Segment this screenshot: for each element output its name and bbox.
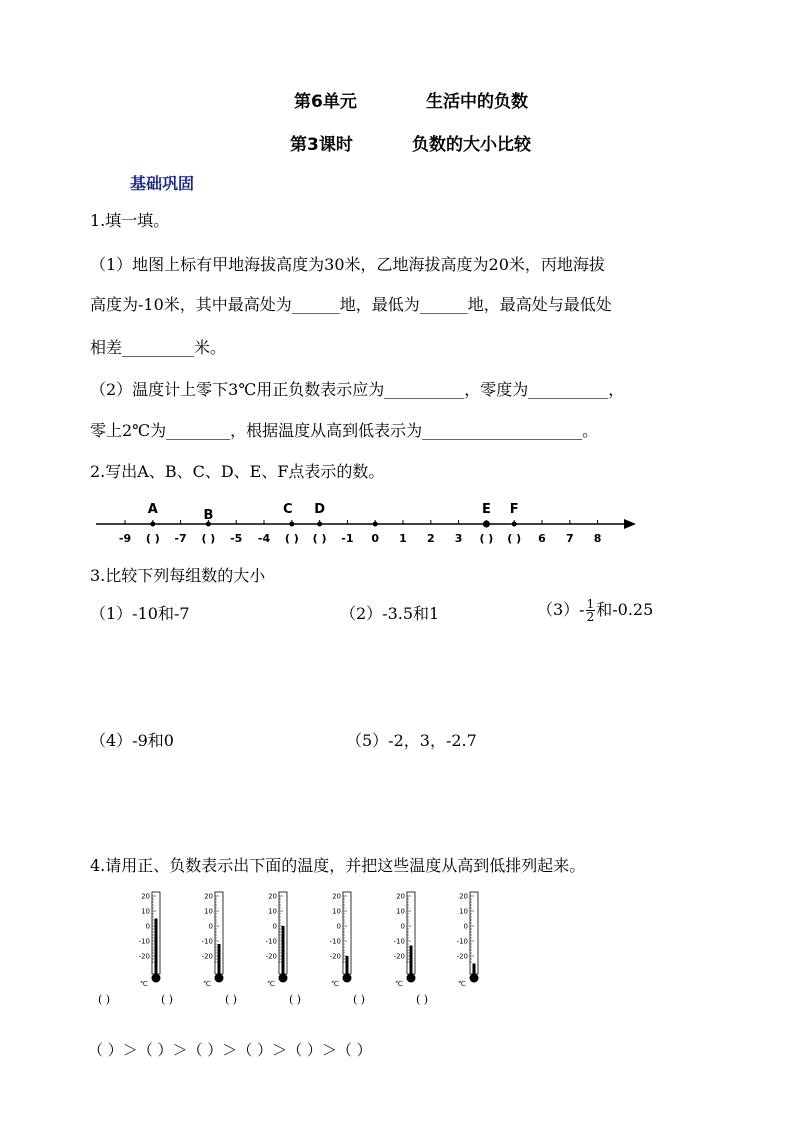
q3-item-4: （4）-9和0: [90, 731, 174, 750]
thermometer-scale-label: -20: [201, 952, 213, 961]
thermometer-tube: [470, 892, 478, 974]
number-line-tick-label: -1: [341, 532, 354, 545]
thermometer-mercury: [410, 946, 413, 977]
q4-order-line: （ ）＞（ ）＞（ ）＞（ ）＞（ ）＞（ ）: [88, 1041, 372, 1059]
number-line-tick-label: ( ): [284, 532, 299, 545]
thermometer-unit-label: ℃: [203, 980, 211, 988]
thermometer-bulb: [152, 974, 161, 983]
unit-number: 第6单元: [294, 92, 357, 112]
number-line-point-label: D: [314, 502, 325, 517]
thermometer-scale-label: 0: [272, 922, 277, 931]
number-line-point-label: A: [147, 502, 158, 517]
thermometer: [311, 890, 361, 990]
q1-part1-line1: （1）地图上标有甲地海拔高度为30米，乙地海拔高度为20米，丙地海拔: [90, 255, 605, 274]
thermometer: [120, 890, 170, 990]
thermometer-bulb: [407, 974, 416, 983]
thermometer-answer-blank[interactable]: ( ): [416, 993, 429, 1006]
thermometer-answer-blank[interactable]: ( ): [161, 993, 174, 1006]
number-line-tick-label: 7: [565, 532, 574, 545]
number-line-point-e: [483, 521, 490, 528]
thermometer-bulb: [343, 974, 352, 983]
number-line-tick-label: 8: [593, 532, 602, 545]
thermometer-scale-label: -20: [393, 952, 405, 961]
number-line-point-label: C: [283, 502, 293, 517]
number-line-tick-label: 2: [426, 532, 435, 545]
number-line-arrow: [624, 519, 636, 529]
q3-item-5: （5）-2，3，-2.7: [346, 731, 477, 750]
number-line-tick-label: ( ): [479, 532, 494, 545]
number-line-point-d: [317, 522, 322, 527]
q1-part1-line3: 相差_________米。: [90, 338, 227, 357]
thermometer-scale-label: -10: [138, 937, 150, 946]
number-line-tick-label: -4: [257, 532, 271, 545]
lesson-title: 负数的大小比较: [412, 135, 531, 155]
thermometer-bulb: [279, 974, 288, 983]
number-line-tick-label: ( ): [145, 532, 160, 545]
thermometer-scale-label: 20: [459, 892, 468, 901]
number-line-tick-label: 0: [371, 532, 380, 545]
q3-item-3-prefix: （3）-: [537, 600, 585, 619]
lesson-number: 第3课时: [290, 135, 353, 155]
thermometer-scale-label: 0: [463, 922, 468, 931]
number-line-tick-label: -5: [230, 532, 243, 545]
thermometer-scale-label: 20: [396, 892, 405, 901]
thermometer-mercury: [282, 926, 285, 976]
q1-part2-line1: （2）温度计上零下3℃用正负数表示应为__________，零度为__________，: [90, 380, 625, 399]
q4-title: 4.请用正、负数表示出下面的温度，并把这些温度从高到低排列起来。: [90, 856, 586, 875]
thermometer-scale-label: 10: [396, 907, 405, 916]
fraction-numerator: 1: [586, 597, 595, 611]
thermometer-mercury: [155, 919, 158, 977]
q1-part2-line2: 零上2℃为________，根据温度从高到低表示为____________________。: [90, 421, 599, 440]
thermometer-scale-label: 10: [332, 907, 341, 916]
number-line-tick-label: -9: [118, 532, 132, 545]
number-line-tick-label: -7: [174, 532, 187, 545]
number-line-tick-label: 6: [538, 532, 546, 545]
thermometer-bulb: [215, 974, 224, 983]
thermometer-scale-label: 10: [141, 907, 150, 916]
thermometer-answer-blank[interactable]: ( ): [353, 993, 366, 1006]
thermometer-scale-label: 20: [204, 892, 213, 901]
q2-title: 2.写出A、B、C、D、E、F点表示的数。: [90, 462, 385, 481]
thermometer-scale-label: -10: [329, 937, 341, 946]
thermometer-scale-label: 0: [336, 922, 341, 931]
thermometer-scale-label: -20: [138, 952, 150, 961]
thermometer-scale-label: -20: [456, 952, 468, 961]
thermometer-scale-label: -10: [265, 937, 277, 946]
thermometer: [247, 890, 297, 990]
number-line: [90, 496, 650, 556]
q3-title: 3.比较下列每组数的大小: [90, 566, 266, 585]
thermometer: [438, 890, 488, 990]
thermometer-scale-label: -10: [456, 937, 468, 946]
q1-part1-line2: 高度为-10米，其中最高处为______地，最低为______地，最高处与最低处: [90, 295, 612, 314]
thermometer-scale-label: -20: [265, 952, 277, 961]
q1-title: 1.填一填。: [90, 211, 170, 230]
thermometer-bulb: [470, 974, 479, 983]
q3-item-1: （1）-10和-7: [90, 604, 190, 623]
thermometer-scale-label: 20: [332, 892, 341, 901]
q3-item-3-suffix: 和-0.25: [596, 600, 654, 619]
thermometer-unit-label: ℃: [458, 980, 466, 988]
thermometer-scale-label: -10: [201, 937, 213, 946]
unit-title: 生活中的负数: [426, 92, 528, 112]
number-line-point-f: [512, 522, 517, 527]
number-line-point-label: E: [481, 502, 491, 517]
thermometer-scale-label: 10: [204, 907, 213, 916]
thermometer: [375, 890, 425, 990]
thermometer-scale-label: 0: [208, 922, 213, 931]
thermometer-mercury: [346, 956, 349, 976]
q3-item-2: （2）-3.5和1: [340, 604, 440, 623]
number-line-origin-dot: [373, 522, 378, 527]
number-line-point-label: F: [509, 502, 519, 517]
number-line-tick-label: ( ): [507, 532, 522, 545]
thermometer-scale-label: 10: [459, 907, 468, 916]
thermometer-scale-label: -20: [329, 952, 341, 961]
number-line-tick-label: 3: [454, 532, 463, 545]
thermometer-unit-label: ℃: [331, 980, 339, 988]
number-line-point-c: [289, 522, 294, 527]
thermometer: [183, 890, 233, 990]
number-line-tick-label: ( ): [312, 532, 327, 545]
thermometer-unit-label: ℃: [395, 980, 403, 988]
q3-item-3: [537, 598, 653, 623]
fraction-one-half: [586, 598, 596, 623]
number-line-tick-label: 1: [399, 532, 407, 545]
thermometer-unit-label: ℃: [267, 980, 275, 988]
thermometer-scale-label: 20: [141, 892, 150, 901]
thermometer-mercury: [218, 944, 221, 976]
thermometer-scale-label: -10: [393, 937, 405, 946]
thermometer-answer-blank[interactable]: ( ): [225, 993, 238, 1006]
fraction-denominator: 2: [586, 610, 595, 624]
section-label: 基础巩固: [130, 174, 195, 193]
number-line-point-a: [150, 522, 155, 527]
thermometer-answer-blank[interactable]: ( ): [98, 993, 111, 1006]
thermometer-unit-label: ℃: [140, 980, 148, 988]
thermometer-scale-label: 10: [268, 907, 277, 916]
number-line-tick-label: ( ): [201, 532, 216, 545]
number-line-point-label: B: [203, 508, 214, 523]
thermometer-scale-label: 20: [268, 892, 277, 901]
thermometer-scale-label: 0: [145, 922, 150, 931]
thermometer-scale-label: 0: [400, 922, 405, 931]
thermometer-answer-blank[interactable]: ( ): [289, 993, 302, 1006]
